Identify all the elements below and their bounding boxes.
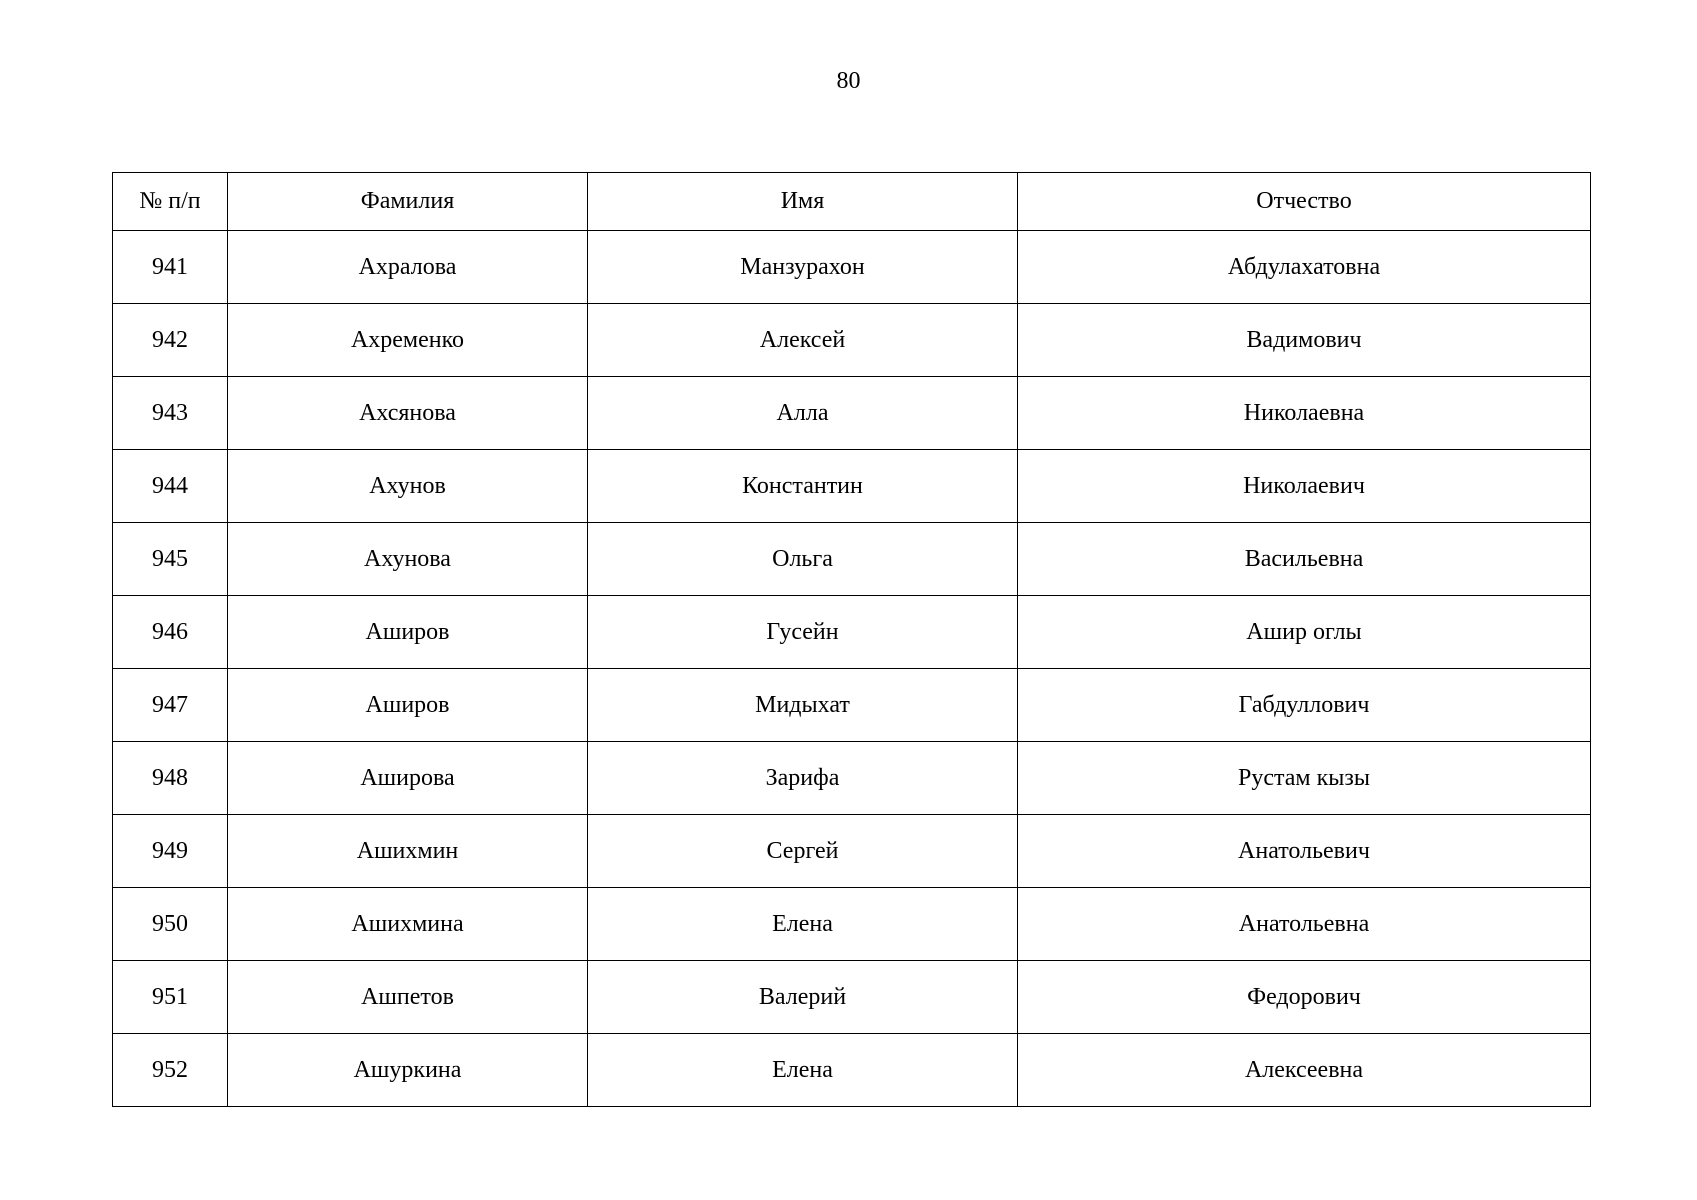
cell-last-name: Ашуркина bbox=[228, 1034, 588, 1107]
cell-number: 951 bbox=[113, 961, 228, 1034]
cell-last-name: Ахунов bbox=[228, 450, 588, 523]
table-row bbox=[113, 304, 1591, 377]
table-row bbox=[113, 961, 1591, 1034]
cell-number: 950 bbox=[113, 888, 228, 961]
cell-middle-name: Ашир оглы bbox=[1018, 596, 1591, 669]
cell-last-name: Ашихмина bbox=[228, 888, 588, 961]
cell-last-name: Ахралова bbox=[228, 231, 588, 304]
cell-number: 944 bbox=[113, 450, 228, 523]
cell-first-name: Алла bbox=[588, 377, 1018, 450]
table-row bbox=[113, 669, 1591, 742]
table-row bbox=[113, 888, 1591, 961]
cell-first-name: Мидыхат bbox=[588, 669, 1018, 742]
cell-middle-name: Рустам кызы bbox=[1018, 742, 1591, 815]
table-row bbox=[113, 742, 1591, 815]
cell-last-name: Аширова bbox=[228, 742, 588, 815]
cell-middle-name: Васильевна bbox=[1018, 523, 1591, 596]
cell-last-name: Аширов bbox=[228, 669, 588, 742]
cell-first-name: Зарифа bbox=[588, 742, 1018, 815]
cell-middle-name: Анатольевна bbox=[1018, 888, 1591, 961]
header-last-name: Фамилия bbox=[228, 173, 588, 231]
cell-number: 943 bbox=[113, 377, 228, 450]
cell-number: 952 bbox=[113, 1034, 228, 1107]
page-number: 80 bbox=[836, 68, 861, 94]
cell-first-name: Сергей bbox=[588, 815, 1018, 888]
table-row bbox=[113, 523, 1591, 596]
cell-number: 942 bbox=[113, 304, 228, 377]
cell-middle-name: Николаевна bbox=[1018, 377, 1591, 450]
cell-last-name: Ашихмин bbox=[228, 815, 588, 888]
table-row bbox=[113, 377, 1591, 450]
header-number: № п/п bbox=[113, 173, 228, 231]
cell-middle-name: Анатольевич bbox=[1018, 815, 1591, 888]
cell-middle-name: Алексеевна bbox=[1018, 1034, 1591, 1107]
cell-number: 946 bbox=[113, 596, 228, 669]
cell-number: 945 bbox=[113, 523, 228, 596]
cell-middle-name: Федорович bbox=[1018, 961, 1591, 1034]
cell-last-name: Ахременко bbox=[228, 304, 588, 377]
cell-first-name: Елена bbox=[588, 1034, 1018, 1107]
register-table bbox=[112, 172, 1591, 1107]
table-row bbox=[113, 450, 1591, 523]
cell-first-name: Манзурахон bbox=[588, 231, 1018, 304]
cell-last-name: Ахунова bbox=[228, 523, 588, 596]
table-row bbox=[113, 596, 1591, 669]
cell-first-name: Ольга bbox=[588, 523, 1018, 596]
cell-number: 947 bbox=[113, 669, 228, 742]
cell-first-name: Гусейн bbox=[588, 596, 1018, 669]
cell-last-name: Аширов bbox=[228, 596, 588, 669]
cell-number: 941 bbox=[113, 231, 228, 304]
header-row bbox=[113, 173, 1591, 231]
header-middle-name: Отчество bbox=[1018, 173, 1591, 231]
cell-number: 949 bbox=[113, 815, 228, 888]
cell-last-name: Ахсянова bbox=[228, 377, 588, 450]
header-first-name: Имя bbox=[588, 173, 1018, 231]
cell-first-name: Константин bbox=[588, 450, 1018, 523]
table-row bbox=[113, 815, 1591, 888]
cell-number: 948 bbox=[113, 742, 228, 815]
cell-middle-name: Вадимович bbox=[1018, 304, 1591, 377]
cell-first-name: Елена bbox=[588, 888, 1018, 961]
table-header bbox=[113, 173, 1591, 231]
cell-middle-name: Габдуллович bbox=[1018, 669, 1591, 742]
table-body bbox=[113, 231, 1591, 1107]
cell-first-name: Алексей bbox=[588, 304, 1018, 377]
cell-first-name: Валерий bbox=[588, 961, 1018, 1034]
cell-last-name: Ашпетов bbox=[228, 961, 588, 1034]
table-row bbox=[113, 1034, 1591, 1107]
cell-middle-name: Абдулахатовна bbox=[1018, 231, 1591, 304]
cell-middle-name: Николаевич bbox=[1018, 450, 1591, 523]
table-row bbox=[113, 231, 1591, 304]
